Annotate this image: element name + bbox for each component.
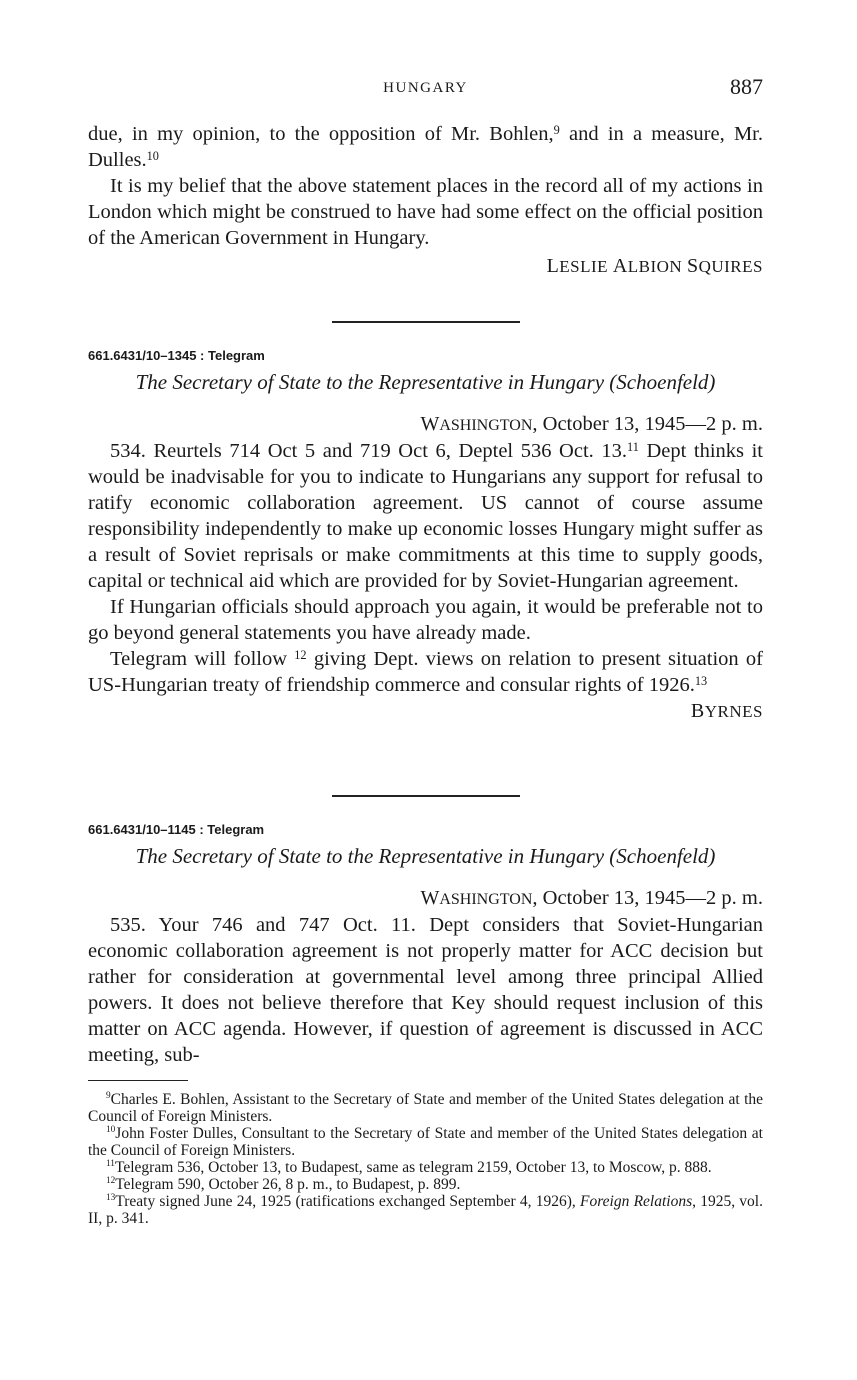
footnote-ref-11[interactable]: 11 (627, 440, 639, 454)
signature-byrnes: BYRNES (690, 700, 763, 722)
citation-title: Foreign Relations (580, 1193, 693, 1210)
telegram-534-paragraph-3: Telegram will follow $^{12}$ giving Dept. views on relation to present situation of US-Hungarian treaty of friendship commerce and consular rights of 1926.13 (88, 648, 763, 696)
continuation-paragraph-1: due, in my opinion, to the opposition of Mr. Bohlen,$^9$ and in a measure, Mr. Dulles.$^{10}$ (88, 123, 763, 171)
page-header (88, 74, 763, 104)
footnote-9: $^9$Charles E. Bohlen, Assistant to the Secretary of State and member of the United States delegation at the Council of Foreign Ministers. (88, 1091, 763, 1125)
document-534 (88, 348, 763, 723)
telegram-534-paragraph-2: If Hungarian officials should approach you again, it would be preferable not to go beyond general statements you have already made. (88, 596, 763, 644)
document-535 (88, 822, 763, 1068)
footnote-12: $^{12}$Telegram 590, October 26, 8 p. m., to Budapest, p. 899. (106, 1176, 461, 1193)
footnote-ref-10[interactable]: 10 (146, 149, 159, 163)
continuation-section (88, 121, 763, 278)
document-title: The Secretary of State to the Representative in Hungary (Schoenfeld) (135, 844, 716, 868)
document-title: The Secretary of State to the Representative in Hungary (Schoenfeld) (135, 370, 716, 394)
section-divider-2 (88, 795, 763, 797)
dateline: WASHINGTON, October 13, 1945—2 p. m. (420, 413, 763, 435)
dateline: WASHINGTON, October 13, 1945—2 p. m. (420, 887, 763, 909)
footnote-ref-13[interactable]: 13 (694, 674, 708, 688)
section-divider-1 (88, 321, 763, 323)
footnote-11: $^{11}$Telegram 536, October 13, to Budapest, same as telegram 2159, October 13, to Moscow, p. 888. (106, 1159, 712, 1176)
continuation-paragraph-2: It is my belief that the above statement places in the record all of my actions in London which might be construed to have had some effect on the official position of the American Government in Hungary. (88, 175, 763, 249)
signature-squires: LESLIE ALBION SQUIRES (546, 255, 763, 277)
footnote-13: $^{13}$Treaty signed June 24, 1925 (ratifications exchanged September 4, 1926), Foreign Relations, 1925, vol. II, p. 341. (88, 1193, 763, 1227)
running-head: HUNGARY (383, 80, 468, 96)
telegram-534-paragraph-1: 534. Reurtels 714 Oct 5 and 719 Oct 6, Deptel 536 Oct. 13.11 Dept thinks it would be inadvisable for you to indicate to Hungarians any support for refusal to ratify economic collaboration agreement. US cannot of course assume responsibility independently to make up economic losses Hungary might suffer as a result of Soviet reprisals or make commitments at this time to supply goods, capital or technical aid which are provided for by Soviet-Hungarian agreement. (88, 440, 764, 592)
footnote-ref-9[interactable]: 9 (553, 123, 560, 137)
file-reference: 661.6431/10–1145 : Telegram (88, 822, 265, 837)
footnotes (88, 1080, 763, 1227)
footnote-ref-12[interactable]: 12 (294, 648, 307, 662)
footnote-10: $^{10}$John Foster Dulles, Consultant to the Secretary of State and member of the United States delegation at the Council of Foreign Ministers. (88, 1125, 763, 1159)
telegram-535-paragraph-1: 535. Your 746 and 747 Oct. 11. Dept considers that Soviet-Hungarian economic collaboration agreement is not properly matter for ACC decision but rather for consideration at governmental level among three principal Allied powers. It does not believe therefore that Key should request inclusion of this matter on ACC agenda. However, if question of agreement is discussed in ACC meeting, sub- (88, 914, 763, 1066)
page-number: 887 (730, 74, 763, 99)
file-reference: 661.6431/10–1345 : Telegram (88, 348, 265, 363)
